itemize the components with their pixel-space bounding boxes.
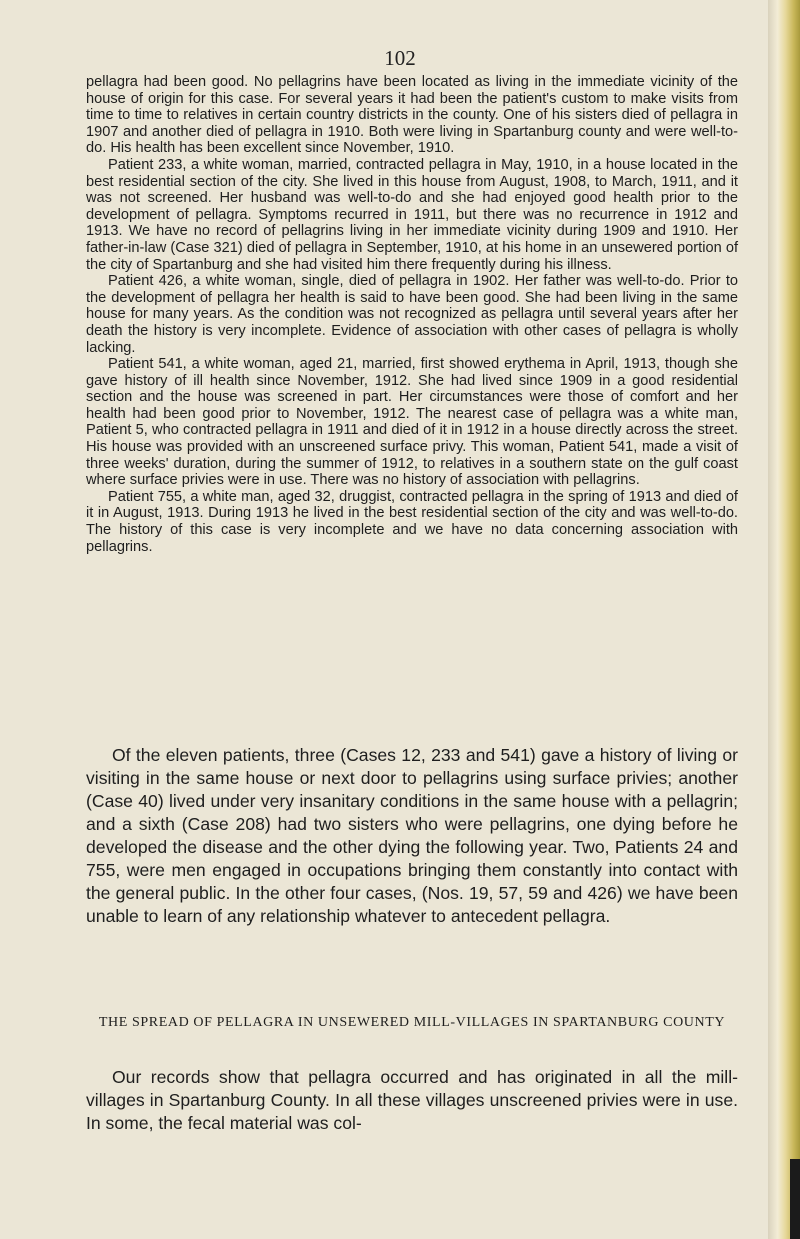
paragraph-continuation: pellagra had been good. No pellagrins have been located as living in the immediate vicinity of the house of origin for this case. For several years it had been the patient's custom to make visits from time to time to relatives in certain country districts in the county. One of his sisters died of pellagra in 1907 and another died of pellagra in 1910. Both were living in Spartanburg county and were well-to-do. His health has been excellent since November, 1910. [86, 74, 738, 157]
paragraph-patient-426: Patient 426, a white woman, single, died of pellagra in 1902. Her father was well-to-do. Prior to the development of pellagra her health is said to have been good. She had been living in the same house for many years. As the condition was not recognized as pellagra until several years after her death the history is very incomplete. Evidence of association with other cases of pellagra is wholly lacking. [86, 273, 738, 356]
binding-shadow [790, 1159, 800, 1239]
page-edge [768, 0, 800, 1239]
section-heading: THE SPREAD OF PELLAGRA IN UNSEWERED MILL-VILLAGES IN SPARTANBURG COUNTY [98, 1015, 726, 1030]
paragraph-patient-541: Patient 541, a white woman, aged 21, married, first showed erythema in April, 1913, though she gave history of ill health since November, 1912. She had lived since 1909 in a good residential section and the house was screened in part. Her circumstances were those of comfort and her health had been good prior to November, 1912. The nearest case of pellagra was a white man, Patient 5, who contracted pellagra in 1911 and died of it in 1912 in a house directly across the street. His house was provided with an unscreened surface privy. This woman, Patient 541, made a visit of three weeks' duration, during the summer of 1912, to relatives in a southern state on the gulf coast where surface privies were in use. There was no history of association with pellagrins. [86, 356, 738, 489]
closing-section [86, 1066, 738, 1135]
page-number: 102 [384, 46, 416, 70]
paragraph-patient-233: Patient 233, a white woman, married, contracted pellagra in May, 1910, in a house located in the best residential section of the city. She lived in this house from August, 1908, to March, 1911, and it was not screened. Her husband was well-to-do and she had enjoyed good health prior to the development of pellagra. Symptoms recurred in 1911, but there was no recurrence in 1912 and 1913. We have no record of pellagrins living in her immediate vicinity during 1909 and 1910. Her father-in-law (Case 321) died of pellagra in September, 1910, at his home in an unsewered portion of the city of Spartanburg and she had visited him there frequently during his illness. [86, 156, 738, 273]
summary-section [86, 744, 738, 928]
paragraph-patient-755: Patient 755, a white man, aged 32, druggist, contracted pellagra in the spring of 1913 and died of it in August, 1913. During 1913 he lived in the best residential section of the city and was well-to-do. The history of this case is very incomplete and we have no data concerning association with pellagrins. [86, 488, 738, 555]
summary-paragraph: Of the eleven patients, three (Cases 12, 233 and 541) gave a history of living or visiting in the same house or next door to pellagrins using surface privies; another (Case 40) lived under very insanitary conditions in the same house with a pellagrin; and a sixth (Case 208) had two sisters who were pellagrins, one dying before he developed the disease and the other dying the following year. Two, Patients 24 and 755, were men engaged in occupations bringing them constantly into contact with the general public. In the other four cases, (Nos. 19, 57, 59 and 426) we have been unable to learn of any relationship whatever to antecedent pellagra. [86, 745, 738, 926]
closing-paragraph: Our records show that pellagra occurred and has originated in all the mill-villages in Spartanburg County. In all these villages unscreened privies were in use. In some, the fecal material was col- [86, 1067, 738, 1133]
case-histories [86, 74, 738, 555]
